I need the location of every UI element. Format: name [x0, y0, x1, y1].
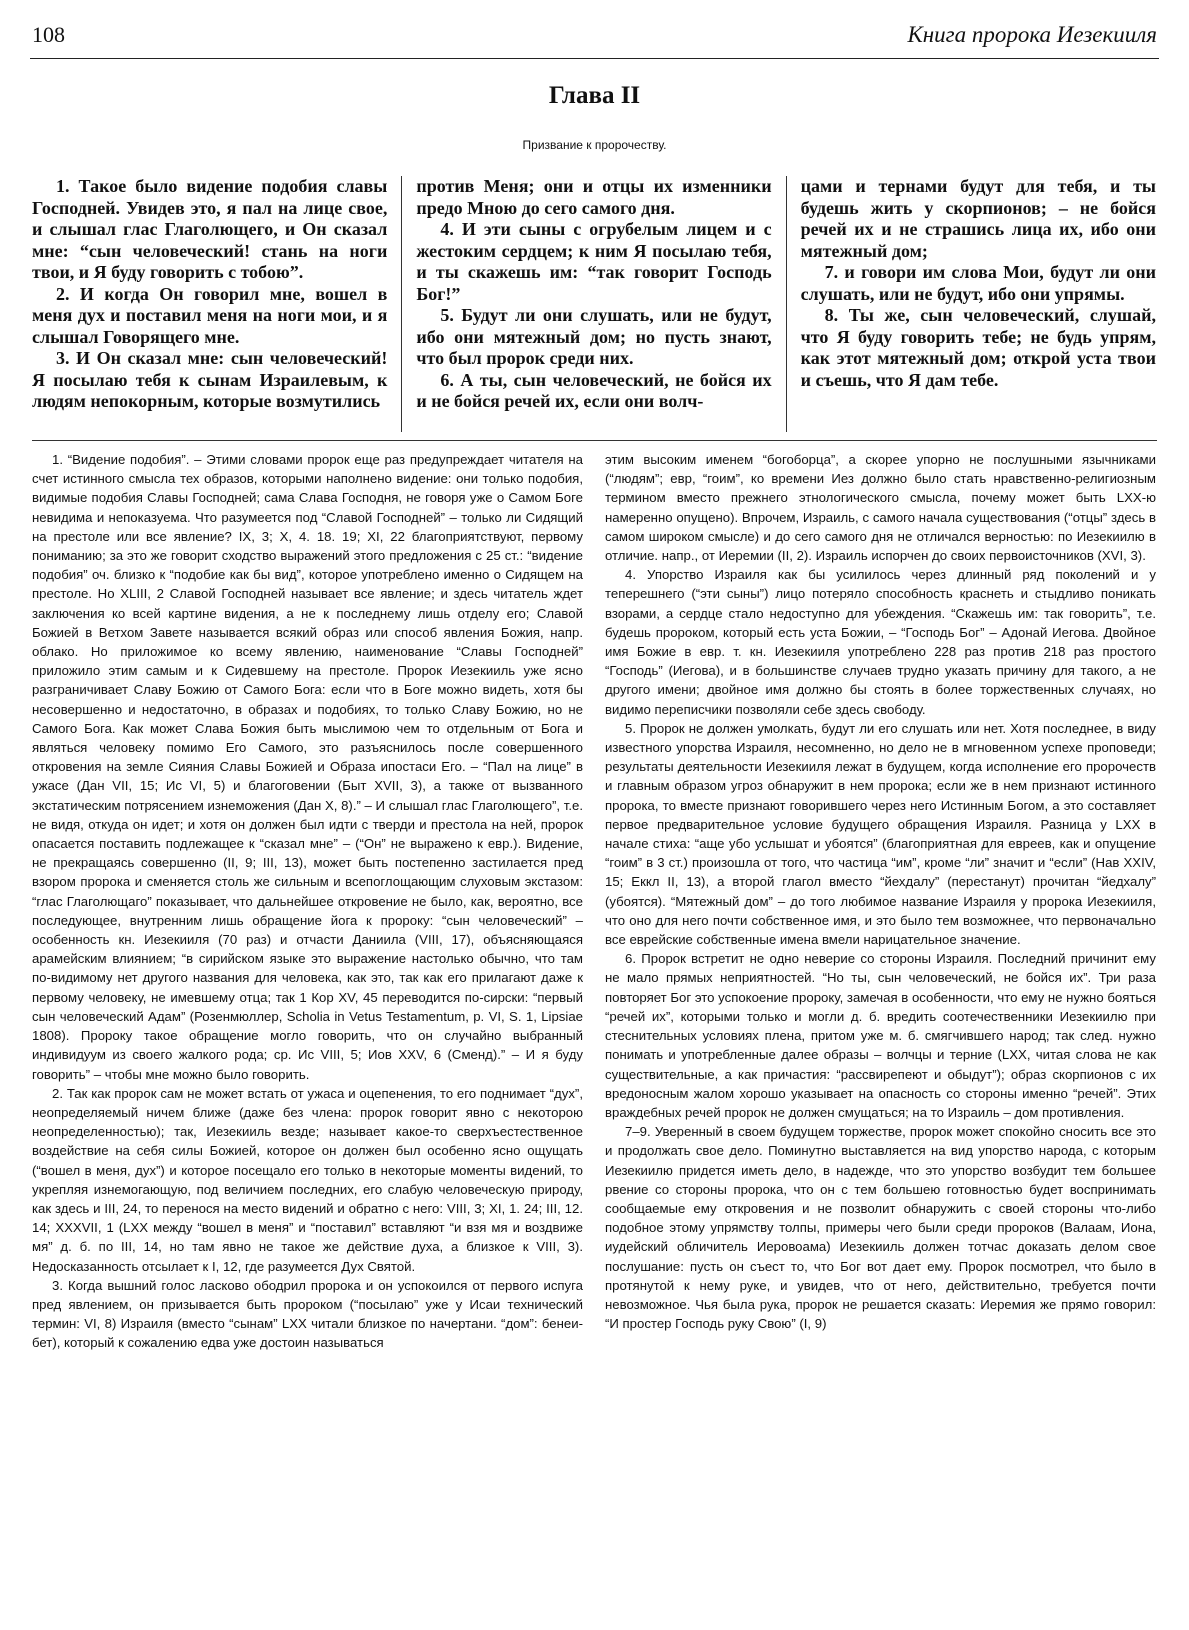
- verse-paragraph: против Меня; они и отцы их изменники предо Мною до сего самого дня.: [416, 176, 772, 218]
- running-title: Книга пророка Иезекииля: [907, 22, 1157, 47]
- commentary-column-left: [32, 450, 583, 1615]
- scripture-column-2: [401, 176, 785, 432]
- commentary-paragraph: 2. Так как пророк сам не может встать от ужаса и оцепенения, то его поднимает “дух”, неопределяемый ничем ближе (даже без члена: пророк говорит явно с некоторою неопределенностью); так, Иезекииль везде; называет какое-то сверхъестественное воздействие на себя силы Божией, которое он должен был особенно ясно ощущать (“вошел в меня, дух”) и которое посещало его только в некоторые моменты видений, то укрепляя изнемогающую, под величием последних, его слабую человеческую природу, как здесь и III, 24, то перенося на место видений и обратно с него: VIII, 3; XI, 1. 24; III, 12. 14; XXXVII, 1 (LXX между “вошел в меня” и “поставил” вставляют “и взя мя и воздвиже мя” д. б. по III, 14, но там явно не такое же действие духа, а близкое к VIII, 3). Недосказанность отсылает к I, 12, где разумеется Дух Святой.: [32, 1085, 583, 1274]
- scripture-column-1: [32, 176, 401, 432]
- verse-paragraph: 5. Будут ли они слушать, или не будут, ибо они мятежный дом; но пусть знают, что был пророк среди них.: [416, 305, 772, 368]
- commentary-paragraph: 3. Когда вышний голос ласково ободрил пророка и он успокоился от первого испуга пред явлением, он призывается быть пророком (“посылаю” уже у Исаи технический термин: VI, 8) Израиля (вместо “сынам” LXX читали близкое по начертани. “дом”: бенеи-бет), который к сожалению едва уже достоин называться: [32, 1277, 583, 1351]
- commentary-paragraph: 5. Пророк не должен умолкать, будут ли его слушать или нет. Хотя последнее, в виду известного упорства Израиля, несомненно, но дело не в мгновенном успехе проповеди; результаты деятельности Иезекииля лежат в будущем, когда исполнение его пророчеств и главным образом угроз обнаружит в нем пророка; если же в нем признают истинного пророка, то вместе признают говорившего через него Истинным Богом, а это составляет первое предварительное условие будущего обращения Израиля. Разница у LXX в начале стиха: “аще убо услышат и убоятся” (благоприятная для евреев, как и опущение “гоим” в 3 ст.) произошла от того, что частица “им”, кроме “ли” значит и “если” (Нав XXIV, 15; Еккл II, 13), а второй глагол вместо “йехдалу” (перестанут) прочитан “йедхалу” (убоятся). “Мятежный дом” – до того любимое название Израиля у пророка Иезекииля, что оно для него почти собственное имя, и это было тем возможнее, что первоначально все еврейские собственные имена вмели нарицательное значение.: [605, 720, 1156, 948]
- commentary: [32, 450, 1156, 1615]
- page-number: 108: [32, 22, 65, 47]
- verse-paragraph: 3. И Он сказал мне: сын человеческий! Я посылаю тебя к сынам Израилевым, к людям непокорным, которые возмутились: [32, 348, 388, 411]
- commentary-paragraph: 1. “Видение подобия”. – Этими словами пророк еще раз предупреждает читателя на счет истинного смысла тех образов, которыми наполнено видение: они только подобия, видимые подобия Славы Господней; сама Слава Господня, не говоря уже о Самом Боге невидима и непоказуема. Что разумеется под “Славой Господней” – только ли Сидящий на престоле или все явление? IX, 3; X, 4. 18. 19; XI, 22 благоприятствуют, первому пониманию; за это же говорит сходство выражений этого предложения с 25 ст.: “видение подобия” оч. близко к “подобие как бы вид”, которое употреблено именно о Сидящем на престоле. Но XLIII, 2 Славой Господней называет все явление; и здесь читатель ждет заключения ко всей картине видения, а не к последнему лишь отделу его; Славой Божией в Ветхом Завете называется всякий образ или способ явления Божия, напр. облако. Но приложимое ко всему явлению, наименование “Славы Господней” приложило этим самым и к Сидевшему на престоле. Пророк Иезекииль уже ясно разграничивает Славу Божию от Самого Бога: если что в Боге можно видеть, хотя бы несовершенно и недостаточно, в образах и подобиях, то только Славу Божию, но не Самого Бога. Как может Слава Божия быть мыслимою чем то отдельным от Бога и являться человеку помимо Его Самого, это разъяснилось после совершенного откровения на земле Сияния Славы Божией и Образа ипостаси Его. – “Пал на лице” в ужасе (Дан VII, 15; Ис VI, 5) и благоговении (Быт XVII, 3), а также от вызванного экстатическим потрясением изнеможения (Дан X, 8).” – И слышал глас Глаголющего”, т.е. не видя, откуда он идет; и хотя он должен был идти с тверди и престола на ней, пророк опасается поставить подлежащее к “сказал мне” – (“Он” не выражено к евр.). Видение, не прекращаясь совершенно (II, 9; III, 13), может быть постепенно застилается пред взором пророка и сменяется столь же сильным и всепоглощающим слуховым экстазом: “глас Глаголющаго” показывает, что дальнейшее откровение не было, как, вероятно, все последующее, внутренним лишь обращение йога к пророку: “сын человеческий” – особенность кн. Иезекииля (70 раз) и отчасти Даниила (VIII, 17), объясняющаяся арамейским влиянием; “в сирийском языке это выражение настолько обычно, что там по-видимому нет другого названия для человека, как это, так как его прилагают даже к первому человеку, не имевшему отца; так 1 Кор XV, 45 переводится по-сирски: “первый сын человеческий Адам” (Розенмюллер, Scholia in Vetus Testamentum, p. VI, S. 1, Lipsiae 1808). Пророку такое обращение могло говорить, что он случайно выбранный индивидуум из своего жалкого рода; ср. Ис VIII, 5; Иов XXV, 6 (Сменд).” – И я буду говорить” – чтобы мне можно было говорить.: [32, 452, 583, 1082]
- chapter-subtitle: Призвание к пророчеству.: [522, 138, 667, 152]
- verse-paragraph: 6. А ты, сын человеческий, не бойся их и не бойся речей их, если они волч-: [416, 369, 772, 411]
- verse-paragraph: 7. и говори им слова Мои, будут ли они слушать, или не будут, ибо они упрямы.: [800, 262, 1156, 304]
- scripture-column-3: [786, 176, 1156, 432]
- page-header: [30, 18, 1159, 59]
- section-divider: [32, 440, 1157, 441]
- commentary-paragraph: 7–9. Уверенный в своем будущем торжестве, пророк может спокойно сносить все это и продолжать свое дело. Поминутно выставляется на вид упорство народа, с которым Иезекиилю придется иметь дело, в надежде, что это упорство возбудит тем большее рвение со стороны пророка, что он с тем большею готовностью будет воспринимать сообщаемые ему откровения и не позволит обнаружить с своей стороны что-либо подобное этому упрямству толпы, примеры чего были среди пророков (Валаам, Иона, иудейский обличитель Иеровоама) Иезекииль должен тотчас доказать делом свое послушание: пусть он съест то, что Бог вот дает ему. Пророк посмотрел, что было в протянутой к нему руке, и увидев, что от него, действительно, требуется почти невозможное. Чья была рука, пророк не решается сказать: Иеремия же прямо говорил: “И простер Господь руку Свою” (I, 9): [605, 1124, 1156, 1332]
- commentary-column-right: [605, 450, 1156, 1615]
- commentary-paragraph: этим высоким именем “богоборца”, а скорее упорно не послушными язычниками (“людям”; евр, “гоим”, ко времени Иез должно было стать нравственно-религиозным термином вместо прежнего этнологического смысла, почему может быть LXX-ю намеренно опущено). Впрочем, Израиль, с самого начала существования (“отцы” здесь в самом широком смысле) и до сего самого дня не отличался верностью: по Иезекиилю в отличие. напр., от Иеремии (II, 2). Израиль испорчен до своих первоисточников (XVI, 3).: [605, 452, 1156, 564]
- commentary-paragraph: 6. Пророк встретит не одно неверие со стороны Израиля. Последний причинит ему не мало прямых неприятностей. “Но ты, сын человеческий, не бойся их”. Три раза повторяет Бог это успокоение пророку, замечая в особенности, что ему не нужно бояться “речей их”, которыми только и могли д. б. вредить соотечественники Иезекиилю при стеснительных условиях плена, притом уже м. б. смягчившего народ; так след. нужно понимать и употребленные далее образы – волчцы и терние (LXX, читая слова не как существительные, а как причастия: “рассвирепеют и обыдут”); образ скорпионов с их вредоносным жалом хорошо указывает на опасность со стороны именно “речей”. Этих враждебных речей пророк не должен смущаться; на то Израиль – дом противления.: [605, 951, 1156, 1120]
- commentary-paragraph: 4. Упорство Израиля как бы усилилось через длинный ряд поколений и у теперешнего (“эти сыны”) лицо потеряло способность краснеть и стыдливо поникать взорами, а сердце стало недоступно для убеждения. “Скажешь им: так говорить”, т.е. будешь пророком, который есть уста Божии, – “Господь Бог” – Адонай Иегова. Двойное имя Божие в евр. т. кн. Иезекииля употреблено 228 раз против 218 раз простого “Господь” (Иегова), и в большинстве случаев трудно указать причину для такого, а не другого имени; двойное имя должно бы стоять в более торжественных случаях, но видимо переписчики позволяли себе здесь свободу.: [605, 567, 1156, 717]
- verse-paragraph: 4. И эти сыны с огрубелым лицем и с жестоким сердцем; к ним Я посылаю тебя, и ты скажешь им: “так говорит Господь Бог!”: [416, 219, 772, 304]
- verse-paragraph: 2. И когда Он говорил мне, вошел в меня дух и поставил меня на ноги мои, и я слышал Говорящего мне.: [32, 283, 388, 347]
- verse-paragraph: 1. Такое было видение подобия славы Господней. Увидев это, я пал на лице свое, и слышал глас Глаголющего, и Он сказал мне: “сын человеческий! стань на ноги твои, и Я буду говорить с тобою”.: [32, 176, 388, 282]
- verse-paragraph: цами и тернами будут для тебя, и ты будешь жить у скорпионов; – не бойся речей их и не страшись лица их, ибо они мятежный дом;: [800, 176, 1156, 261]
- verse-paragraph: 8. Ты же, сын человеческий, слушай, что Я буду говорить тебе; не будь упрям, как этот мятежный дом; открой уста твои и съешь, что Я дам тебе.: [800, 305, 1156, 390]
- scripture-text: [32, 176, 1156, 432]
- chapter-title: Глава II: [548, 82, 641, 109]
